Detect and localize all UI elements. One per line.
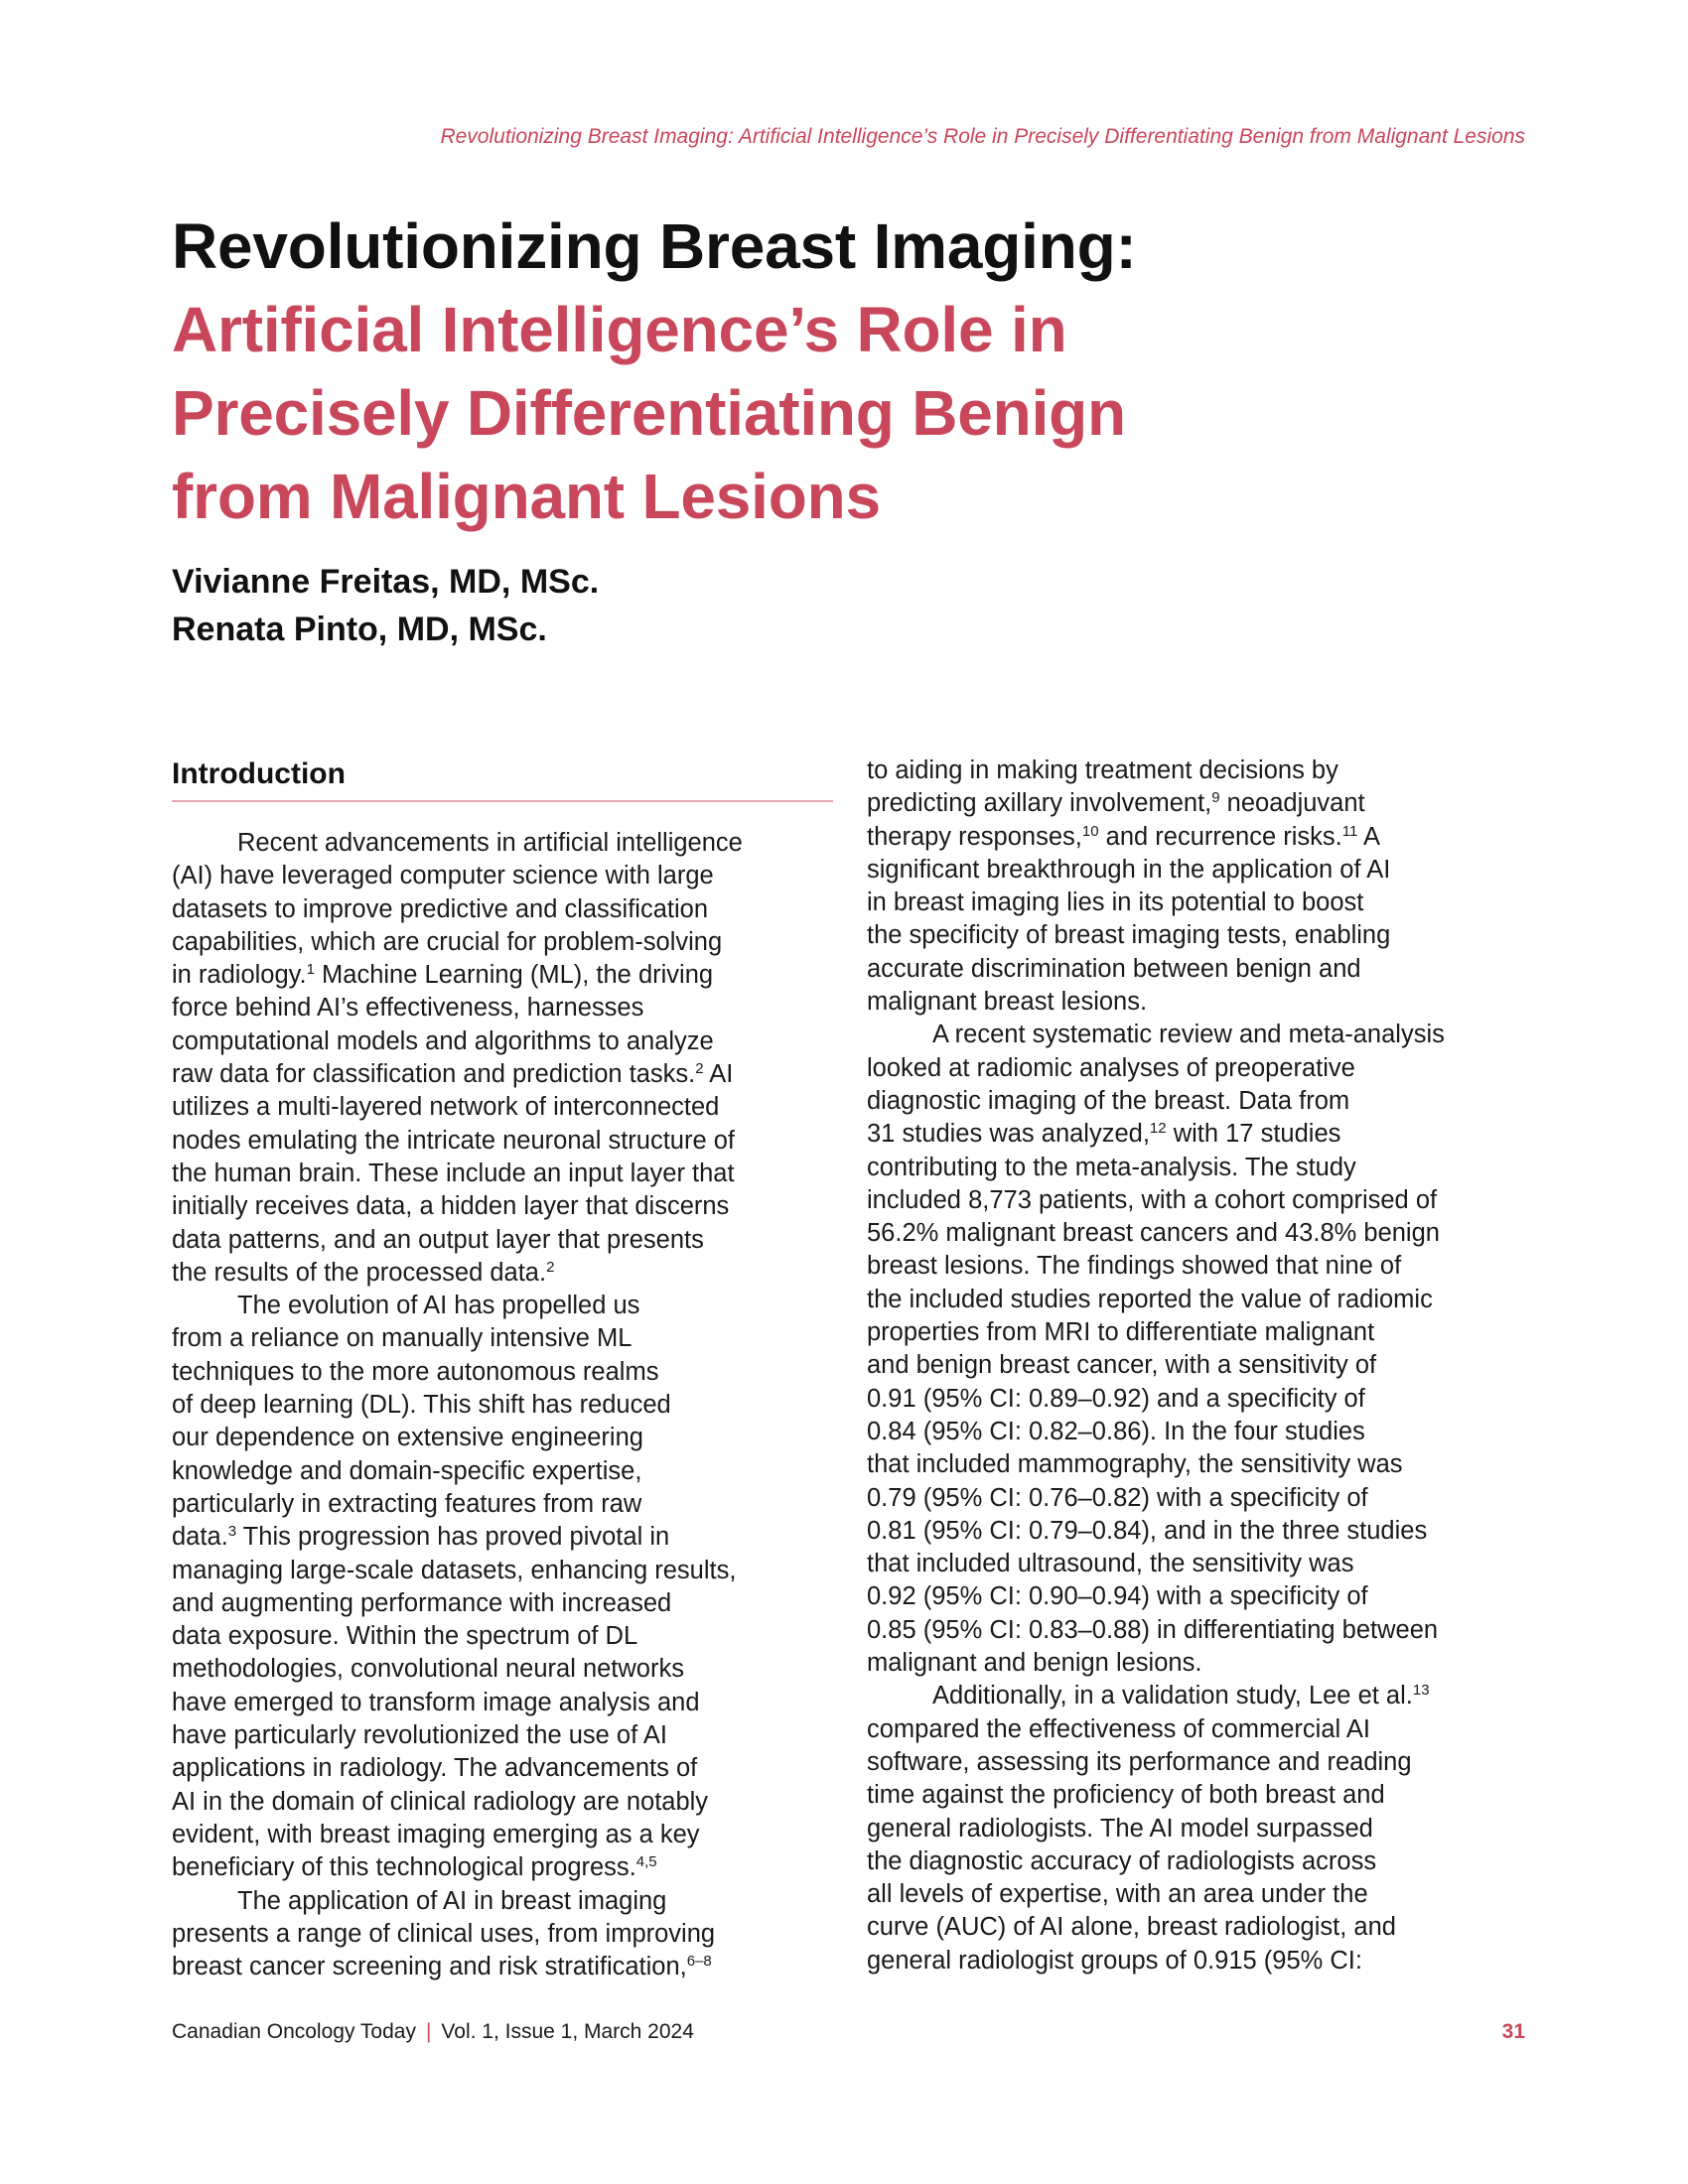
right-text-column [867, 754, 1528, 1978]
text-run: raw data for classification and prediction tasks. [172, 1060, 696, 1089]
citation-superscript: 3 [227, 1523, 237, 1541]
text-run: beneficiary of this technological progress. [172, 1853, 636, 1882]
title-line-1: Revolutionizing Breast Imaging: [172, 210, 1137, 282]
text-run: looked at radiomic analyses of preoperative [867, 1053, 1355, 1082]
text-run: therapy responses, [867, 822, 1082, 851]
text-run: all levels of expertise, with an area under the [867, 1880, 1368, 1909]
text-line [867, 787, 1528, 820]
text-line [867, 1217, 1528, 1250]
text-run: methodologies, convolutional neural networks [172, 1655, 684, 1684]
text-line [172, 1290, 833, 1322]
text-line [867, 1152, 1528, 1184]
text-line [867, 821, 1528, 854]
text-run: 0.91 (95% CI: 0.89–0.92) and a specificity of [867, 1384, 1365, 1413]
citation-superscript: 2 [546, 1258, 555, 1276]
text-line [867, 1118, 1528, 1151]
text-run: diagnostic imaging of the breast. Data from [867, 1086, 1350, 1115]
text-line [867, 1779, 1528, 1812]
footer-separator: | [425, 2020, 432, 2043]
citation-superscript: 10 [1081, 822, 1099, 840]
text-line [867, 1580, 1528, 1613]
title-line-3: Precisely Differentiating Benign [172, 377, 1126, 449]
text-line [867, 887, 1528, 919]
text-line [172, 926, 833, 959]
text-line [172, 1555, 833, 1587]
text-line [867, 986, 1528, 1019]
text-run: neoadjuvant [1219, 789, 1365, 818]
section-heading-introduction: Introduction [172, 754, 833, 802]
text-line [867, 1548, 1528, 1580]
text-run: datasets to improve predictive and classification [172, 894, 709, 923]
text-run: AI [703, 1060, 734, 1089]
text-run: 56.2% malignant breast cancers and 43.8% benign [867, 1219, 1440, 1248]
text-line [172, 1951, 833, 1983]
text-line [867, 1052, 1528, 1085]
text-line [867, 1482, 1528, 1515]
left-text-column [172, 827, 833, 1983]
text-run: knowledge and domain-specific expertise, [172, 1456, 642, 1485]
text-run: techniques to the more autonomous realms [172, 1357, 659, 1386]
text-run: the diagnostic accuracy of radiologists across [867, 1846, 1377, 1875]
citation-superscript: 9 [1211, 789, 1220, 807]
text-run: in radiology. [172, 961, 307, 990]
text-run: to aiding in making treatment decisions by [867, 756, 1338, 784]
citation-superscript: 11 [1341, 822, 1358, 840]
page-number: 31 [1501, 2020, 1525, 2043]
text-line [172, 827, 833, 860]
text-line [172, 1687, 833, 1719]
text-run: our dependence on extensive engineering [172, 1424, 643, 1452]
text-run: A recent systematic review and meta-analysis [932, 1021, 1445, 1049]
text-line [867, 1019, 1528, 1051]
text-run: the included studies reported the value of radiomic [867, 1285, 1433, 1313]
title-line-2: Artificial Intelligence’s Role in [172, 294, 1067, 365]
text-run: from a reliance on manually intensive ML [172, 1324, 633, 1353]
text-line [172, 1653, 833, 1686]
text-line [172, 1455, 833, 1488]
text-line [172, 1422, 833, 1454]
text-line [867, 1416, 1528, 1448]
text-run: properties from MRI to differentiate malignant [867, 1318, 1375, 1347]
text-line [172, 1389, 833, 1422]
text-line [172, 1025, 833, 1058]
text-line [172, 893, 833, 926]
text-run: curve (AUC) of AI alone, breast radiologist, and [867, 1913, 1396, 1942]
running-head: Revolutionizing Breast Imaging: Artificial Intelligence’s Role in Precisely Differentiating Benign from Malignant Lesions [440, 125, 1525, 148]
text-line [867, 1945, 1528, 1978]
text-line [172, 1918, 833, 1951]
text-run: have emerged to transform image analysis and [172, 1688, 700, 1716]
text-line [867, 1515, 1528, 1548]
text-run: 0.79 (95% CI: 0.76–0.82) with a specificity of [867, 1483, 1368, 1512]
text-run: The application of AI in breast imaging [237, 1886, 667, 1915]
citation-superscript: 12 [1149, 1120, 1167, 1138]
text-run: Additionally, in a validation study, Lee et al. [932, 1682, 1413, 1710]
text-run: Machine Learning (ML), the driving [314, 961, 714, 990]
text-line [867, 1448, 1528, 1481]
text-line [867, 854, 1528, 887]
text-run: have particularly revolutionized the use of AI [172, 1721, 667, 1750]
article-title [172, 205, 1542, 538]
text-line [867, 1845, 1528, 1878]
text-line [867, 1713, 1528, 1746]
text-line [172, 1322, 833, 1355]
text-run: malignant breast lesions. [867, 988, 1148, 1017]
text-run: and benign breast cancer, with a sensitivity of [867, 1351, 1377, 1380]
text-line [172, 1488, 833, 1521]
text-run: The evolution of AI has propelled us [237, 1292, 640, 1320]
text-line [867, 1316, 1528, 1349]
text-line [172, 1125, 833, 1158]
text-line [172, 1587, 833, 1620]
text-run: included 8,773 patients, with a cohort comprised of [867, 1185, 1438, 1214]
text-run: A [1357, 822, 1381, 851]
text-line [867, 1647, 1528, 1680]
text-line [172, 1752, 833, 1785]
text-run: breast cancer screening and risk stratification, [172, 1953, 687, 1981]
text-run: capabilities, which are crucial for problem-solving [172, 927, 723, 956]
text-line [172, 1620, 833, 1653]
text-line [172, 1158, 833, 1190]
text-run: Recent advancements in artificial intelligence [237, 829, 743, 857]
text-line [172, 1091, 833, 1124]
text-run: data. [172, 1523, 228, 1552]
text-run: computational models and algorithms to analyze [172, 1026, 714, 1055]
citation-superscript: 6–8 [686, 1953, 712, 1971]
journal-name: Canadian Oncology Today [172, 2020, 416, 2043]
text-line [867, 754, 1528, 787]
text-line [172, 1190, 833, 1223]
text-line [867, 1085, 1528, 1118]
text-run: malignant and benign lesions. [867, 1649, 1202, 1678]
text-run: force behind AI’s effectiveness, harnesses [172, 994, 644, 1023]
text-run: the specificity of breast imaging tests, enabling [867, 921, 1391, 950]
text-run: initially receives data, a hidden layer that discerns [172, 1192, 730, 1221]
text-run: compared the effectiveness of commercial AI [867, 1714, 1370, 1743]
text-line [172, 1058, 833, 1091]
text-run: general radiologists. The AI model surpassed [867, 1814, 1373, 1843]
text-run: accurate discrimination between benign and [867, 954, 1361, 983]
text-line [867, 953, 1528, 986]
text-line [172, 1356, 833, 1389]
text-line [867, 1184, 1528, 1217]
text-run: particularly in extracting features from raw [172, 1489, 642, 1518]
text-run: applications in radiology. The advancements of [172, 1754, 698, 1783]
text-run: breast lesions. The findings showed that nine of [867, 1252, 1402, 1281]
text-run: data exposure. Within the spectrum of DL [172, 1622, 638, 1651]
text-line [172, 992, 833, 1024]
text-run: and recurrence risks. [1098, 822, 1342, 851]
text-run: time against the proficiency of both breast and [867, 1781, 1385, 1810]
text-line [172, 1786, 833, 1819]
text-run: managing large-scale datasets, enhancing results, [172, 1556, 737, 1584]
text-line [867, 1250, 1528, 1283]
text-run: in breast imaging lies in its potential to boost [867, 888, 1364, 917]
issue-info: Vol. 1, Issue 1, March 2024 [441, 2020, 694, 2043]
text-line [172, 1224, 833, 1257]
text-run: that included ultrasound, the sensitivity was [867, 1550, 1354, 1578]
text-line [172, 860, 833, 892]
text-line [172, 1257, 833, 1290]
footer-citation [172, 2020, 694, 2044]
title-line-4: from Malignant Lesions [172, 461, 881, 532]
citation-superscript: 2 [695, 1060, 704, 1078]
text-run: 0.84 (95% CI: 0.82–0.86). In the four studies [867, 1417, 1365, 1445]
author-name: Vivianne Freitas, MD, MSc. [172, 563, 600, 601]
text-run: contributing to the meta-analysis. The study [867, 1153, 1356, 1181]
text-run: the human brain. These include an input layer that [172, 1159, 735, 1187]
text-run: the results of the processed data. [172, 1258, 547, 1287]
text-run: evident, with breast imaging emerging as a key [172, 1820, 700, 1848]
text-line [867, 1878, 1528, 1911]
text-run: nodes emulating the intricate neuronal structure of [172, 1126, 736, 1155]
text-line [172, 1521, 833, 1554]
text-line [867, 1383, 1528, 1416]
text-run: utilizes a multi-layered network of interconnected [172, 1093, 720, 1122]
text-run: AI in the domain of clinical radiology are notably [172, 1787, 709, 1816]
text-line [867, 1680, 1528, 1712]
text-run: of deep learning (DL). This shift has reduced [172, 1391, 671, 1420]
citation-superscript: 1 [306, 961, 315, 979]
text-run: 0.85 (95% CI: 0.83–0.88) in differentiating between [867, 1615, 1439, 1644]
text-run: significant breakthrough in the application of AI [867, 855, 1391, 884]
text-line [867, 1614, 1528, 1647]
citation-superscript: 13 [1412, 1682, 1430, 1700]
text-line [867, 1746, 1528, 1779]
text-run: and augmenting performance with increased [172, 1588, 672, 1617]
author-name: Renata Pinto, MD, MSc. [172, 611, 547, 648]
text-line [867, 919, 1528, 952]
text-run: presents a range of clinical uses, from improving [172, 1919, 716, 1948]
text-line [172, 1851, 833, 1884]
text-line [172, 959, 833, 992]
citation-superscript: 4,5 [635, 1853, 657, 1871]
text-run: general radiologist groups of 0.915 (95% CI: [867, 1946, 1362, 1975]
text-run: software, assessing its performance and reading [867, 1747, 1412, 1776]
text-run: predicting axillary involvement, [867, 789, 1212, 818]
text-line [867, 1349, 1528, 1382]
text-run: (AI) have leveraged computer science with large [172, 862, 714, 890]
text-line [172, 1719, 833, 1752]
text-run: that included mammography, the sensitivity was [867, 1450, 1403, 1479]
text-run: This progression has proved pivotal in [236, 1523, 670, 1552]
text-run: 31 studies was analyzed, [867, 1120, 1150, 1149]
text-run: 0.81 (95% CI: 0.79–0.84), and in the three studies [867, 1516, 1428, 1545]
text-line [867, 1813, 1528, 1845]
text-line [867, 1284, 1528, 1316]
text-run: data patterns, and an output layer that presents [172, 1225, 704, 1254]
text-line [867, 1911, 1528, 1944]
author-list [172, 558, 599, 653]
text-line [172, 1819, 833, 1851]
text-run: with 17 studies [1166, 1120, 1341, 1149]
text-run: 0.92 (95% CI: 0.90–0.94) with a specificity of [867, 1582, 1368, 1611]
text-line [172, 1885, 833, 1918]
